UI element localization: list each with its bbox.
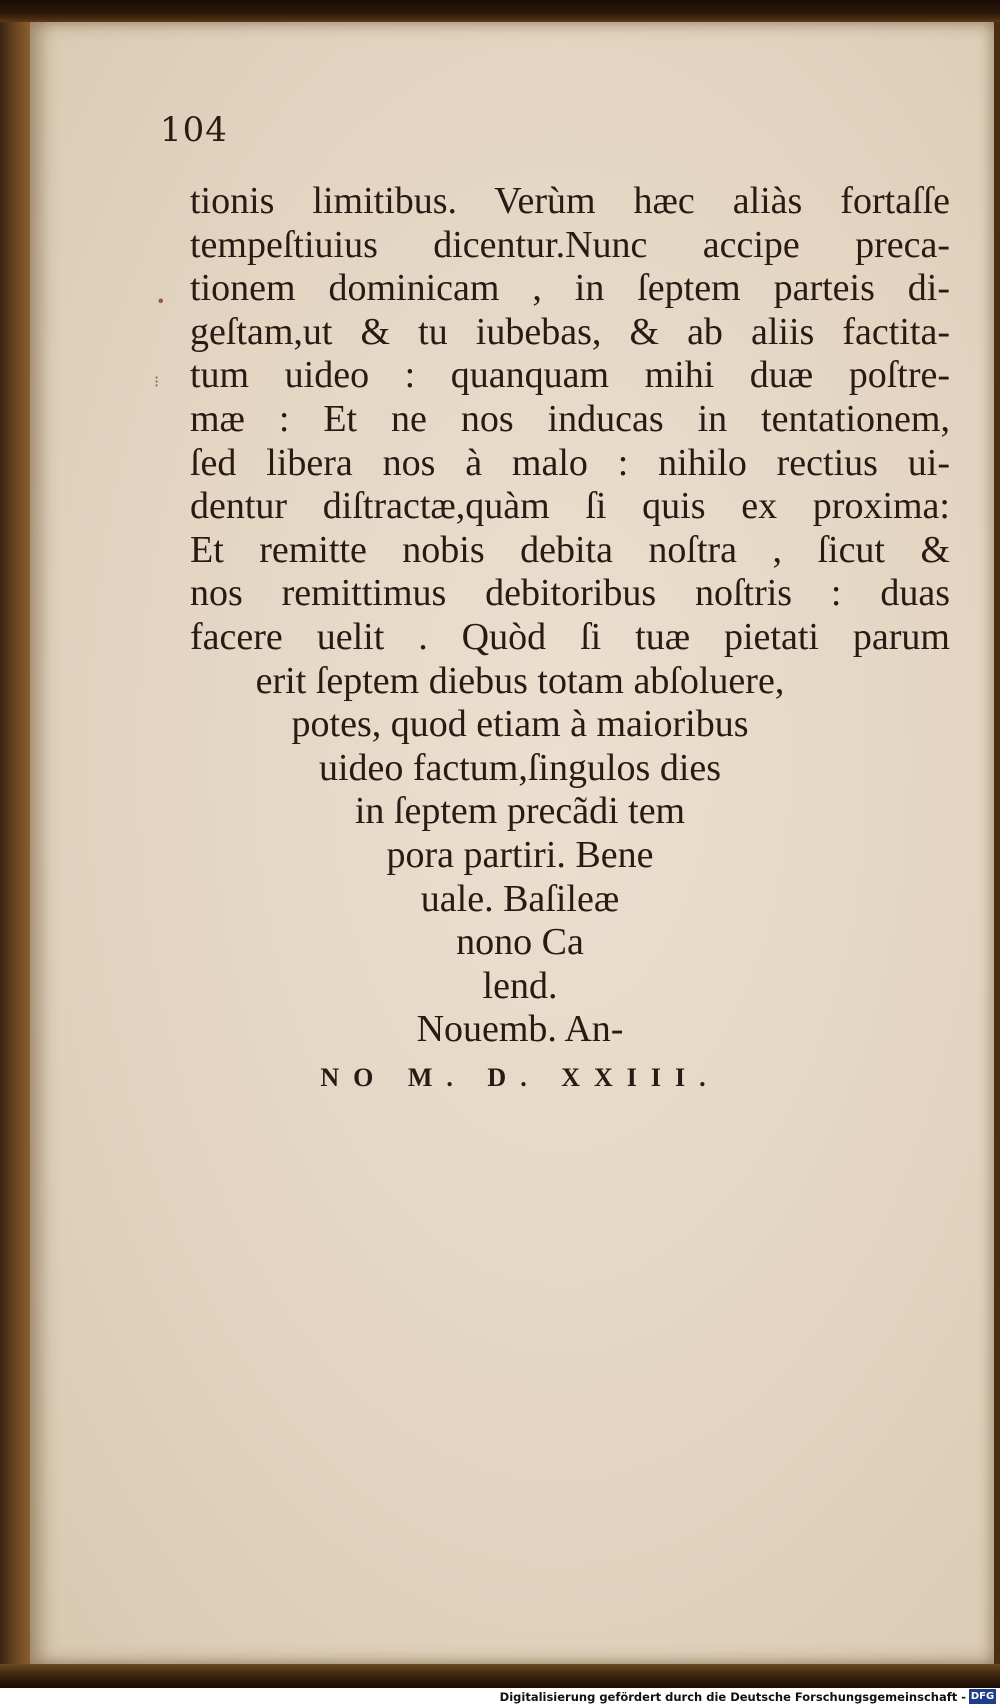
colophon-date: NO M. D. XXIII. bbox=[320, 1062, 720, 1092]
tail-line: uideo factum,ſingulos dies bbox=[318, 746, 722, 789]
book-page bbox=[30, 22, 994, 1664]
tail-line: potes, quod etiam à maioribus bbox=[291, 703, 749, 746]
text-line: tionem dominicam , in ſeptem parteis di- bbox=[190, 267, 950, 310]
tail-line: pora partiri. Bene bbox=[386, 833, 654, 876]
text-line: dentur diſtractæ,quàm ſi quis ex proxima: bbox=[190, 485, 950, 528]
text-line: nos remittimus debitoribus noſtris : duas bbox=[190, 572, 950, 615]
tail-line: Nouemb. An- bbox=[416, 1008, 624, 1051]
text-line: facere uelit . Quòd ſi tuæ pietati parum bbox=[190, 615, 950, 658]
book-bottom-edge bbox=[0, 1664, 1000, 1688]
tail-line: lend. bbox=[482, 964, 558, 1007]
text-line: Et remitte nobis debita noſtra , ſicut & bbox=[190, 528, 950, 571]
funding-credit: Digitalisierung gefördert durch die Deutsche Forschungsgemeinschaft - bbox=[499, 1690, 966, 1704]
margin-mark: ⁝ bbox=[154, 372, 160, 391]
body-text bbox=[190, 180, 950, 1099]
text-line: tempeſtiuius dicentur.Nunc accipe preca- bbox=[190, 223, 950, 266]
page-number: 104 bbox=[160, 110, 228, 150]
tail-line: uale. Baſileæ bbox=[420, 877, 620, 920]
margin-mark: • bbox=[156, 292, 166, 311]
text-line: ſed libera nos à malo : nihilo rectius ui- bbox=[190, 441, 950, 484]
text-line: mæ : Et ne nos inducas in tentationem, bbox=[190, 397, 950, 440]
text-line: geſtam,ut & tu iubebas, & ab aliis factita- bbox=[190, 310, 950, 353]
tail-line: nono Ca bbox=[456, 921, 584, 964]
text-line: tum uideo : quanquam mihi duæ poſtre- bbox=[190, 354, 950, 397]
dfg-logo-icon: DFG bbox=[970, 1691, 995, 1702]
book-top-edge bbox=[0, 0, 1000, 22]
tail-line: erit ſeptem diebus totam abſoluere, bbox=[255, 659, 785, 702]
tail-line: in ſeptem precãdi tem bbox=[354, 790, 686, 833]
text-line: tionis limitibus. Verùm hæc aliàs fortaſſe bbox=[190, 180, 950, 222]
